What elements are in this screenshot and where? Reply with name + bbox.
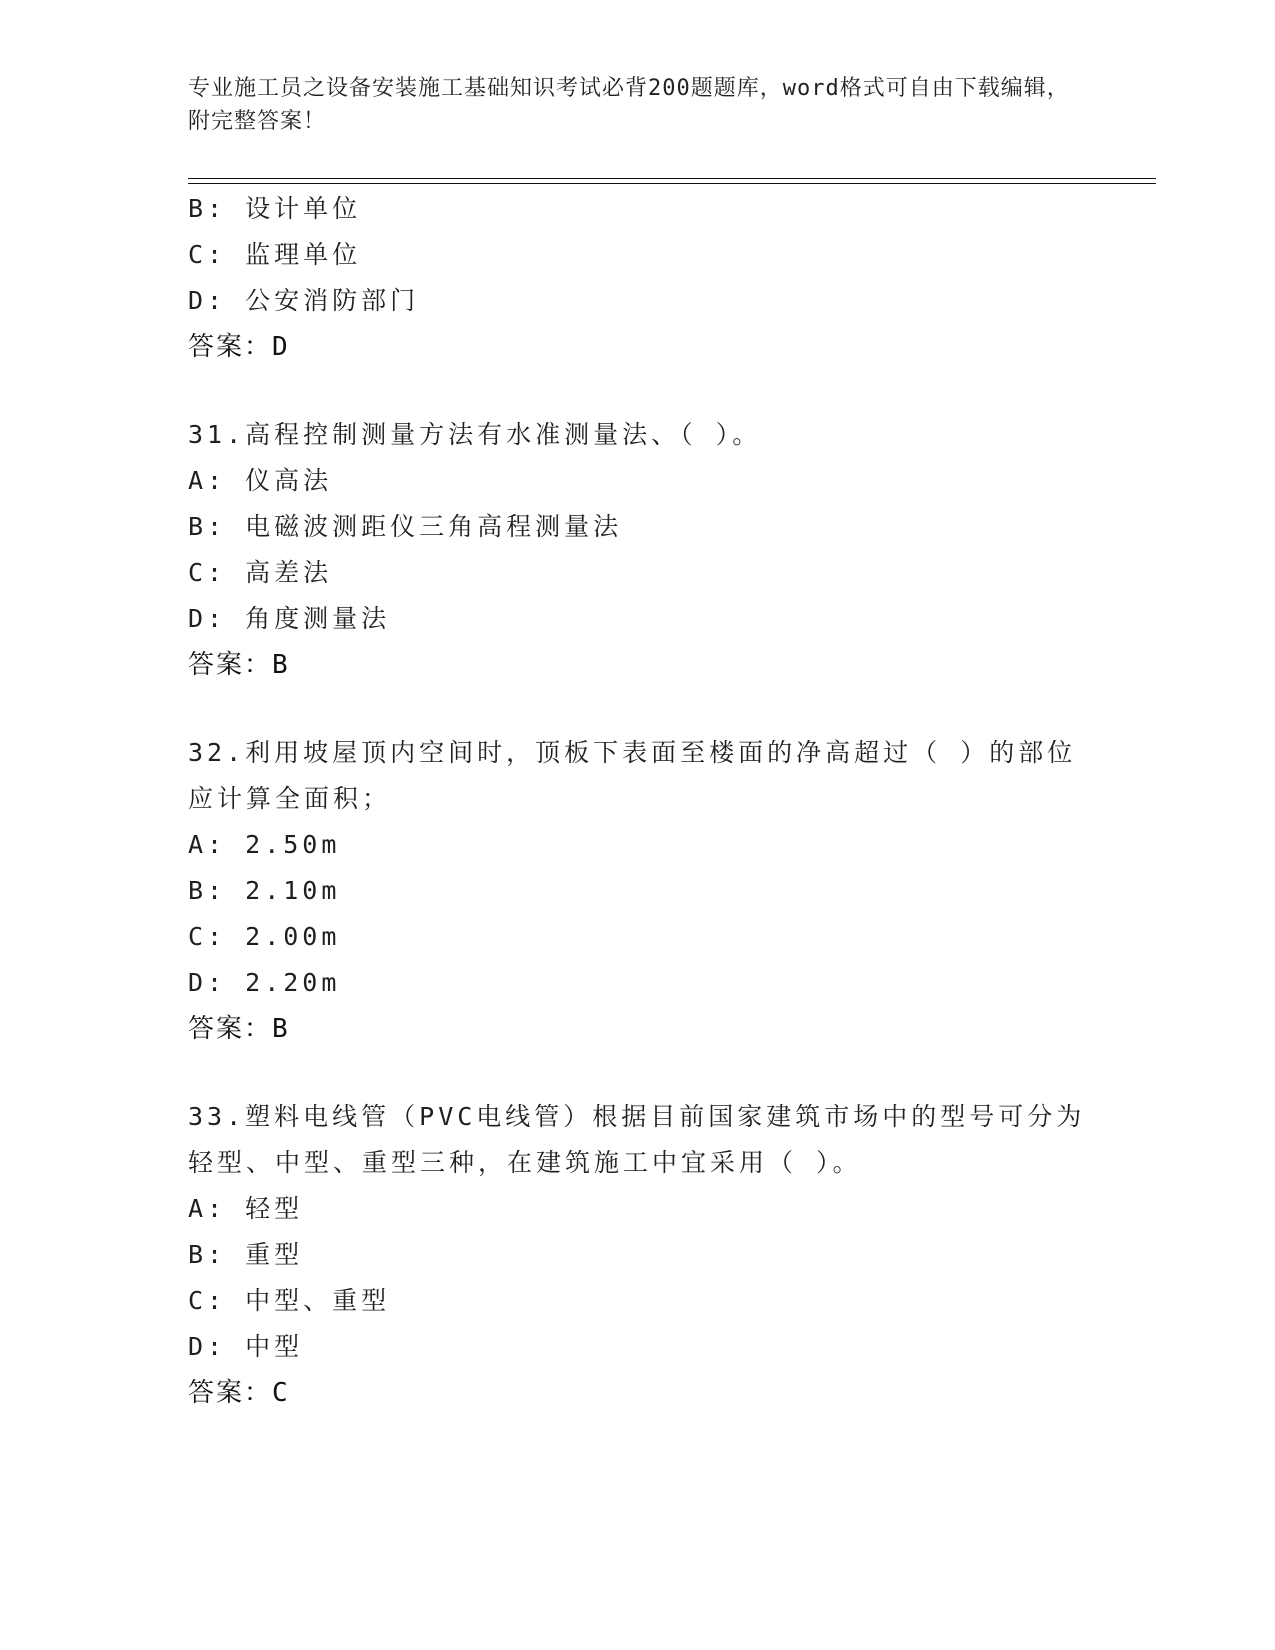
option-d: D: 2.20m xyxy=(188,968,341,997)
option-d: D: 角度测量法 xyxy=(188,604,391,633)
answer-line: 答案：B xyxy=(188,650,290,680)
option-a: A: 2.50m xyxy=(188,830,341,859)
document-header: 专业施工员之设备安装施工基础知识考试必背200题题库，word格式可自由下载编辑，附完整答案！ xyxy=(188,76,1070,134)
option-b: B: 设计单位 xyxy=(188,194,362,223)
answer-line: 答案：B xyxy=(188,1014,290,1044)
option-c: C: 高差法 xyxy=(188,558,333,587)
option-c: C: 2.00m xyxy=(188,922,341,951)
block-spacer xyxy=(188,688,1088,730)
option-b: B: 电磁波测距仪三角高程测量法 xyxy=(188,512,623,541)
question-block-30 xyxy=(188,186,1088,370)
question-block-31 xyxy=(188,412,1088,688)
question-block-32 xyxy=(188,730,1088,1052)
block-spacer xyxy=(188,370,1088,412)
option-a: A: 仪高法 xyxy=(188,466,333,495)
question-text: 32.利用坡屋顶内空间时，顶板下表面至楼面的净高超过（ ）的部位应计算全面积； xyxy=(188,738,1077,813)
question-text: 31.高程控制测量方法有水准测量法、（ ）。 xyxy=(188,420,762,449)
option-b: B: 2.10m xyxy=(188,876,341,905)
answer-line: 答案：C xyxy=(188,1378,290,1408)
header-rule-top xyxy=(188,178,1156,179)
option-b: B: 重型 xyxy=(188,1240,304,1269)
question-list xyxy=(188,186,1088,1416)
option-d: D: 中型 xyxy=(188,1332,304,1361)
option-c: C: 中型、重型 xyxy=(188,1286,391,1315)
option-d: D: 公安消防部门 xyxy=(188,286,420,315)
question-block-33 xyxy=(188,1094,1088,1416)
header-rule-bottom xyxy=(188,183,1156,184)
option-c: C: 监理单位 xyxy=(188,240,362,269)
answer-line: 答案：D xyxy=(188,332,290,362)
question-text: 33.塑料电线管（PVC电线管）根据目前国家建筑市场中的型号可分为轻型、中型、重型三种，在建筑施工中宜采用（ ）。 xyxy=(188,1102,1086,1177)
block-spacer xyxy=(188,1052,1088,1094)
option-a: A: 轻型 xyxy=(188,1194,304,1223)
